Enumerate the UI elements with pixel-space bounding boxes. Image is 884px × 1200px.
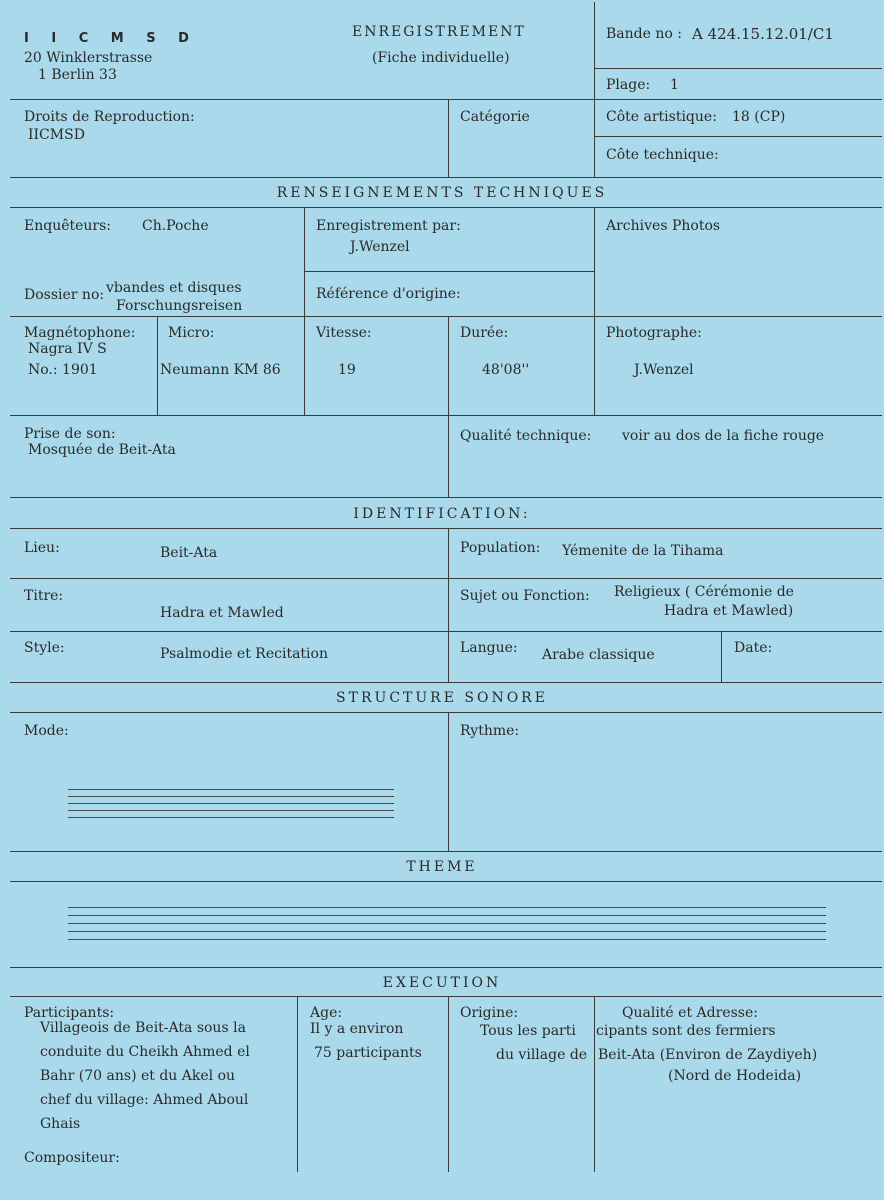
enqueteurs-label: Enquêteurs: [24,218,112,234]
rule [10,996,882,997]
rule [448,996,449,1172]
section-structure-sonore: STRUCTURE SONORE [336,690,548,706]
population-value: Yémenite de la Tihama [562,543,724,559]
mode-line [68,810,394,811]
titre-value: Hadra et Mawled [160,605,284,621]
section-theme: THEME [406,859,478,875]
qualite-adresse-label: Qualité et Adresse: [622,1005,758,1021]
address-line-1: 20 Winklerstrasse [24,50,153,66]
qualite-adresse-line: Beit-Ata (Environ de Zaydiyeh) [598,1047,818,1063]
rule [10,99,882,100]
rule [721,631,722,682]
rule [10,415,882,416]
enregistrement-par-label: Enregistrement par: [316,218,461,234]
photographe-label: Photographe: [606,325,702,341]
mode-line [68,817,394,818]
rule [10,578,882,579]
lieu-label: Lieu: [24,540,60,556]
population-label: Population: [460,540,541,556]
micro-label: Micro: [168,325,215,341]
sujet-label: Sujet ou Fonction: [460,588,590,604]
plage-value: 1 [670,77,679,93]
rule [10,851,882,852]
bande-label: Bande no : [606,26,682,42]
rule [10,712,882,713]
titre-label: Titre: [24,588,64,604]
mode-line [68,789,394,790]
rythme-label: Rythme: [460,723,520,739]
rule [10,207,882,208]
rule [448,316,449,497]
sujet-value-1: Religieux ( Cérémonie de [614,584,794,600]
plage-label: Plage: [606,77,651,93]
droits-label: Droits de Reproduction: [24,109,195,125]
rule [157,316,158,415]
vitesse-label: Vitesse: [316,325,372,341]
section-execution: EXECUTION [382,975,502,991]
participants-line: Bahr (70 ans) et du Akel ou [40,1068,236,1084]
rule [10,967,882,968]
archives-label: Archives Photos [606,218,721,234]
rule [594,68,882,69]
enregistrement-par-value: J.Wenzel [350,239,410,255]
rule [594,207,595,415]
theme-line [68,931,826,932]
bande-value: A 424.15.12.01/C1 [692,25,834,43]
rule [448,99,449,177]
categorie-label: Catégorie [460,109,530,125]
rule [10,177,882,178]
form-title: ENREGISTREMENT [352,24,526,40]
rule [10,316,882,317]
rule [304,207,305,415]
mode-label: Mode: [24,723,69,739]
theme-line [68,939,826,940]
cote-artistique-value: 18 (CP) [732,109,786,125]
mode-line [68,803,394,804]
style-label: Style: [24,640,65,656]
participants-line: chef du village: Ahmed Aboul [40,1092,249,1108]
duree-label: Durée: [460,325,509,341]
sujet-value-2: Hadra et Mawled) [664,603,794,619]
magnetophone-label: Magnétophone: [24,325,136,341]
theme-line [68,923,826,924]
age-line: 75 participants [314,1045,422,1061]
prise-value: Mosquée de Beit-Ata [28,442,176,458]
qualite-technique-label: Qualité technique: [460,428,592,444]
qualite-adresse-line: (Nord de Hodeida) [668,1068,802,1084]
langue-label: Langue: [460,640,518,656]
org-logo: I I C M S D [24,31,198,46]
photographe-value: J.Wenzel [634,362,694,378]
mode-line [68,796,394,797]
age-label: Age: [310,1005,343,1021]
dossier-value-1: vbandes et disques [106,280,242,296]
qualite-technique-value: voir au dos de la fiche rouge [622,428,825,444]
rule [304,271,594,272]
micro-value: Neumann KM 86 [160,362,281,378]
prise-label: Prise de son: [24,426,116,442]
enqueteurs-value: Ch.Poche [142,218,209,234]
qualite-adresse-line: cipants sont des fermiers [596,1023,776,1039]
origine-line: Tous les parti [480,1023,576,1039]
vitesse-value: 19 [338,362,356,378]
age-line: Il y a environ [310,1021,404,1037]
participants-line: Villageois de Beit-Ata sous la [40,1020,246,1036]
rule [448,712,449,851]
rule [10,881,882,882]
dossier-label: Dossier no: [24,287,105,303]
rule [10,528,882,529]
duree-value: 48'08'' [482,362,530,378]
form-subtitle: (Fiche individuelle) [372,50,510,66]
origine-line: du village de [496,1047,588,1063]
dossier-value-2: Forschungsreisen [116,298,243,314]
rule [10,631,882,632]
theme-line [68,915,826,916]
lieu-value: Beit-Ata [160,545,218,561]
rule [448,528,449,682]
droits-value: IICMSD [28,127,85,143]
cote-artistique-label: Côte artistique: [606,109,717,125]
rule [594,2,595,177]
theme-line [68,907,826,908]
origine-label: Origine: [460,1005,519,1021]
reference-label: Référence d'origine: [316,286,461,302]
style-value: Psalmodie et Recitation [160,646,328,662]
rule [10,497,882,498]
section-renseignements: RENSEIGNEMENTS TECHNIQUES [276,185,608,201]
section-identification: IDENTIFICATION: [353,506,531,522]
participants-line: conduite du Cheikh Ahmed el [40,1044,250,1060]
magnetophone-no: No.: 1901 [28,362,98,378]
participants-label: Participants: [24,1005,115,1021]
date-label: Date: [734,640,773,656]
langue-value: Arabe classique [542,647,655,663]
rule [594,136,882,137]
cote-technique-label: Côte technique: [606,147,719,163]
rule [297,996,298,1172]
compositeur-label: Compositeur: [24,1150,120,1166]
rule [10,682,882,683]
address-line-2: 1 Berlin 33 [38,67,117,83]
participants-line: Ghais [40,1116,81,1132]
magnetophone-value: Nagra IV S [28,341,107,357]
